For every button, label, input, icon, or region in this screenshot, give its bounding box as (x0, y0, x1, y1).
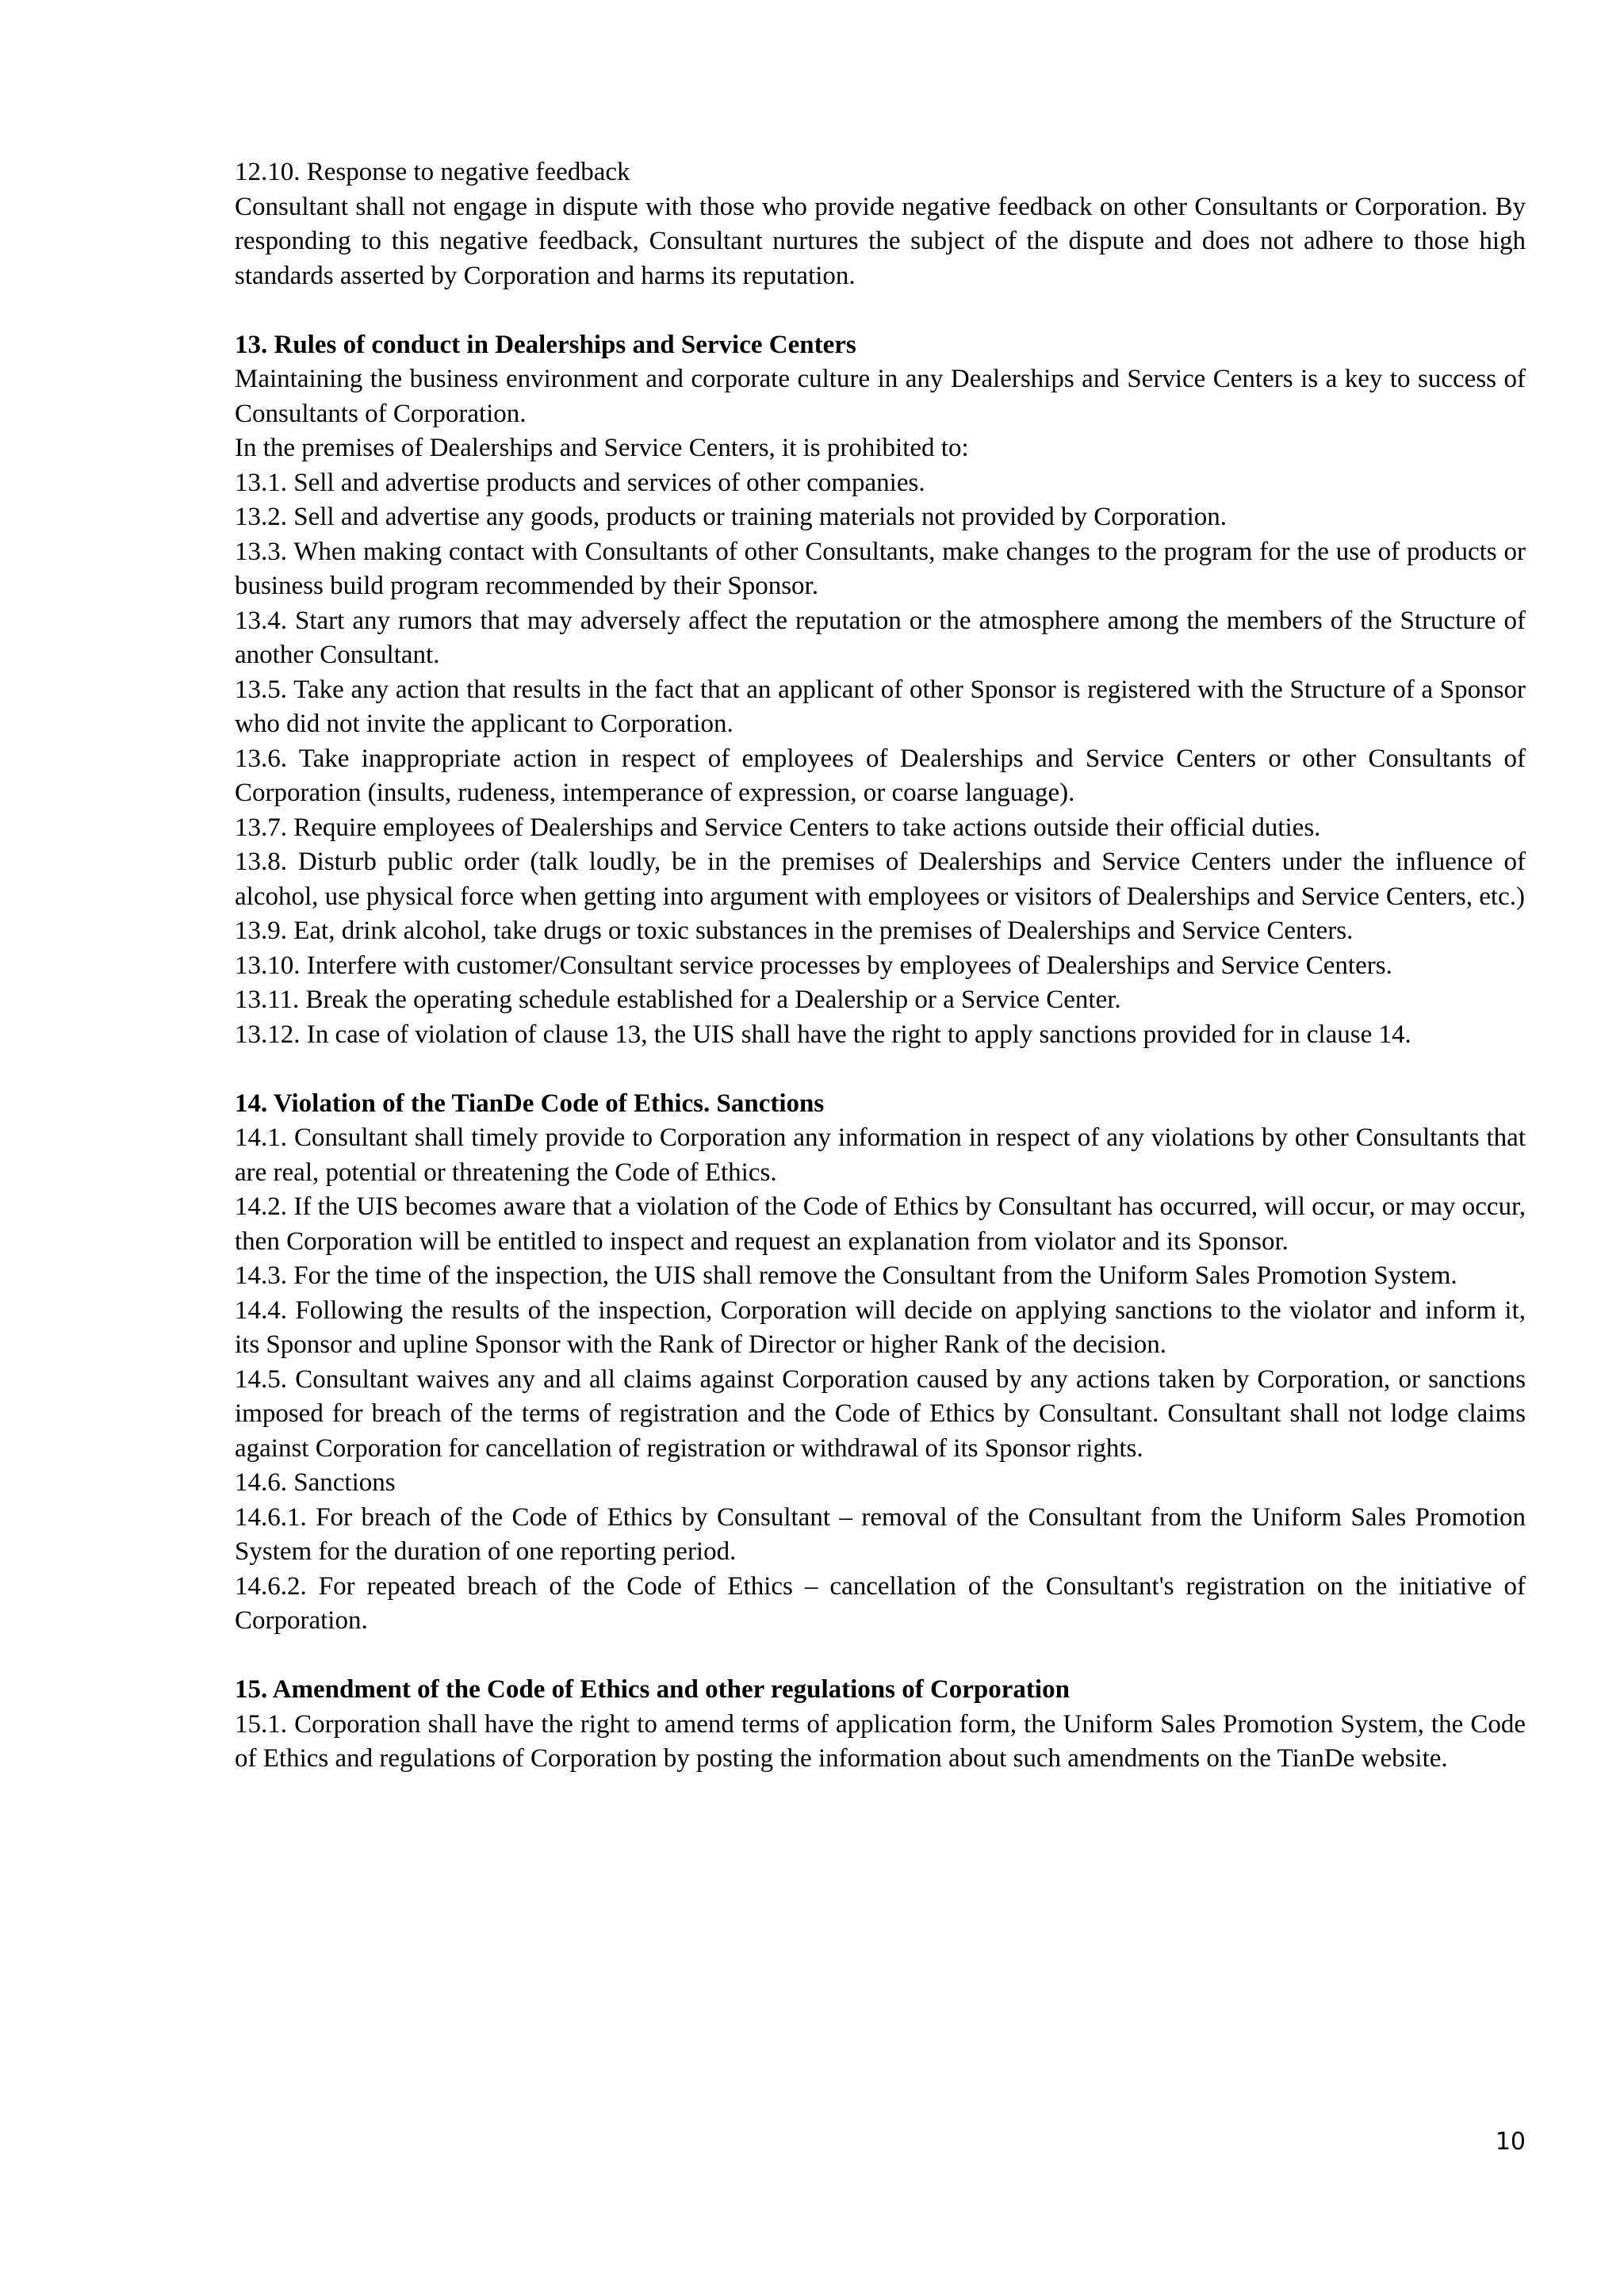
clause: 13.10. Interfere with customer/Consultant service processes by employees of Dealerships and Service Centers. (235, 951, 1392, 980)
section-heading: 14. Violation of the TianDe Code of Ethics. Sanctions (235, 1089, 825, 1118)
clause: 13.7. Require employees of Dealerships and Service Centers to take actions outside their official duties. (235, 813, 1321, 842)
section-12-10 (235, 155, 1526, 293)
clause: 14.2. If the UIS becomes aware that a violation of the Code of Ethics by Consultant has occurred, will occur, or may occur, then Corporation will be entitled to inspect and request an explanation from violator and its Sponsor. (235, 1192, 1526, 1256)
clause: 14.3. For the time of the inspection, the UIS shall remove the Consultant from the Uniform Sales Promotion System. (235, 1261, 1457, 1290)
section-14 (235, 1087, 1526, 1639)
paragraph: In the premises of Dealerships and Service Centers, it is prohibited to: (235, 434, 969, 462)
clause: 13.5. Take any action that results in the fact that an applicant of other Sponsor is registered with the Structure of a Sponsor who did not invite the applicant to Corporation. (235, 675, 1526, 738)
section-title: 12.10. Response to negative feedback (235, 158, 630, 186)
section-heading: 15. Amendment of the Code of Ethics and other regulations of Corporation (235, 1675, 1070, 1704)
clause: 13.3. When making contact with Consultants of other Consultants, make changes to the program for the use of products or business build program recommended by their Sponsor. (235, 537, 1526, 600)
document-page (235, 155, 1526, 1777)
clause: 15.1. Corporation shall have the right to amend terms of application form, the Uniform Sales Promotion System, the Code of Ethics and regulations of Corporation by posting the information about such amendments on the TianDe website. (235, 1709, 1526, 1773)
page-number: 10 (1495, 2128, 1526, 2156)
clause: 14.5. Consultant waives any and all claims against Corporation caused by any actions taken by Corporation, or sanctions imposed for breach of the terms of registration and the Code of Ethics by Consultant. Consultant shall not lodge claims against Corporation for cancellation of registration or withdrawal of its Sponsor rights. (235, 1364, 1526, 1463)
clause: 14.1. Consultant shall timely provide to Corporation any information in respect of any violations by other Consultants that are real, potential or threatening the Code of Ethics. (235, 1123, 1526, 1187)
clause: 13.6. Take inappropriate action in respect of employees of Dealerships and Service Centers or other Consultants of Corporation (insults, rudeness, intemperance of expression, or coarse language). (235, 744, 1526, 807)
clause: 13.8. Disturb public order (talk loudly, be in the premises of Dealerships and Service Centers under the influence of alcohol, use physical force when getting into argument with employees or visitors of Dealerships and Service Centers, etc.) (235, 848, 1526, 911)
clause: 13.11. Break the operating schedule established for a Dealership or a Service Center. (235, 985, 1121, 1014)
clause: 14.6. Sanctions (235, 1468, 396, 1497)
section-heading: 13. Rules of conduct in Dealerships and Service Centers (235, 330, 856, 359)
paragraph: Maintaining the business environment and corporate culture in any Dealerships and Service Centers is a key to success of Consultants of Corporation. (235, 365, 1526, 428)
clause: 14.4. Following the results of the inspection, Corporation will decide on applying sanctions to the violator and inform it, its Sponsor and upline Sponsor with the Rank of Director or higher Rank of the decision. (235, 1295, 1526, 1359)
clause: 13.2. Sell and advertise any goods, products or training materials not provided by Corporation. (235, 503, 1228, 531)
section-13 (235, 328, 1526, 1053)
clause: 13.9. Eat, drink alcohol, take drugs or toxic substances in the premises of Dealerships and Service Centers. (235, 916, 1354, 945)
clause: 13.12. In case of violation of clause 13, the UIS shall have the right to apply sanctions provided for in clause 14. (235, 1020, 1411, 1049)
paragraph: Consultant shall not engage in dispute with those who provide negative feedback on other Consultants or Corporation. By responding to this negative feedback, Consultant nurtures the subject of the dispute and does not adhere to those high standards asserted by Corporation and harms its reputation. (235, 192, 1526, 290)
clause: 14.6.1. For breach of the Code of Ethics by Consultant – removal of the Consultant from the Uniform Sales Promotion System for the duration of one reporting period. (235, 1502, 1526, 1566)
section-15 (235, 1673, 1526, 1777)
clause: 14.6.2. For repeated breach of the Code of Ethics – cancellation of the Consultant's registration on the initiative of Corporation. (235, 1571, 1526, 1635)
clause: 13.4. Start any rumors that may adversely affect the reputation or the atmosphere among the members of the Structure of another Consultant. (235, 606, 1526, 669)
clause: 13.1. Sell and advertise products and services of other companies. (235, 468, 925, 497)
